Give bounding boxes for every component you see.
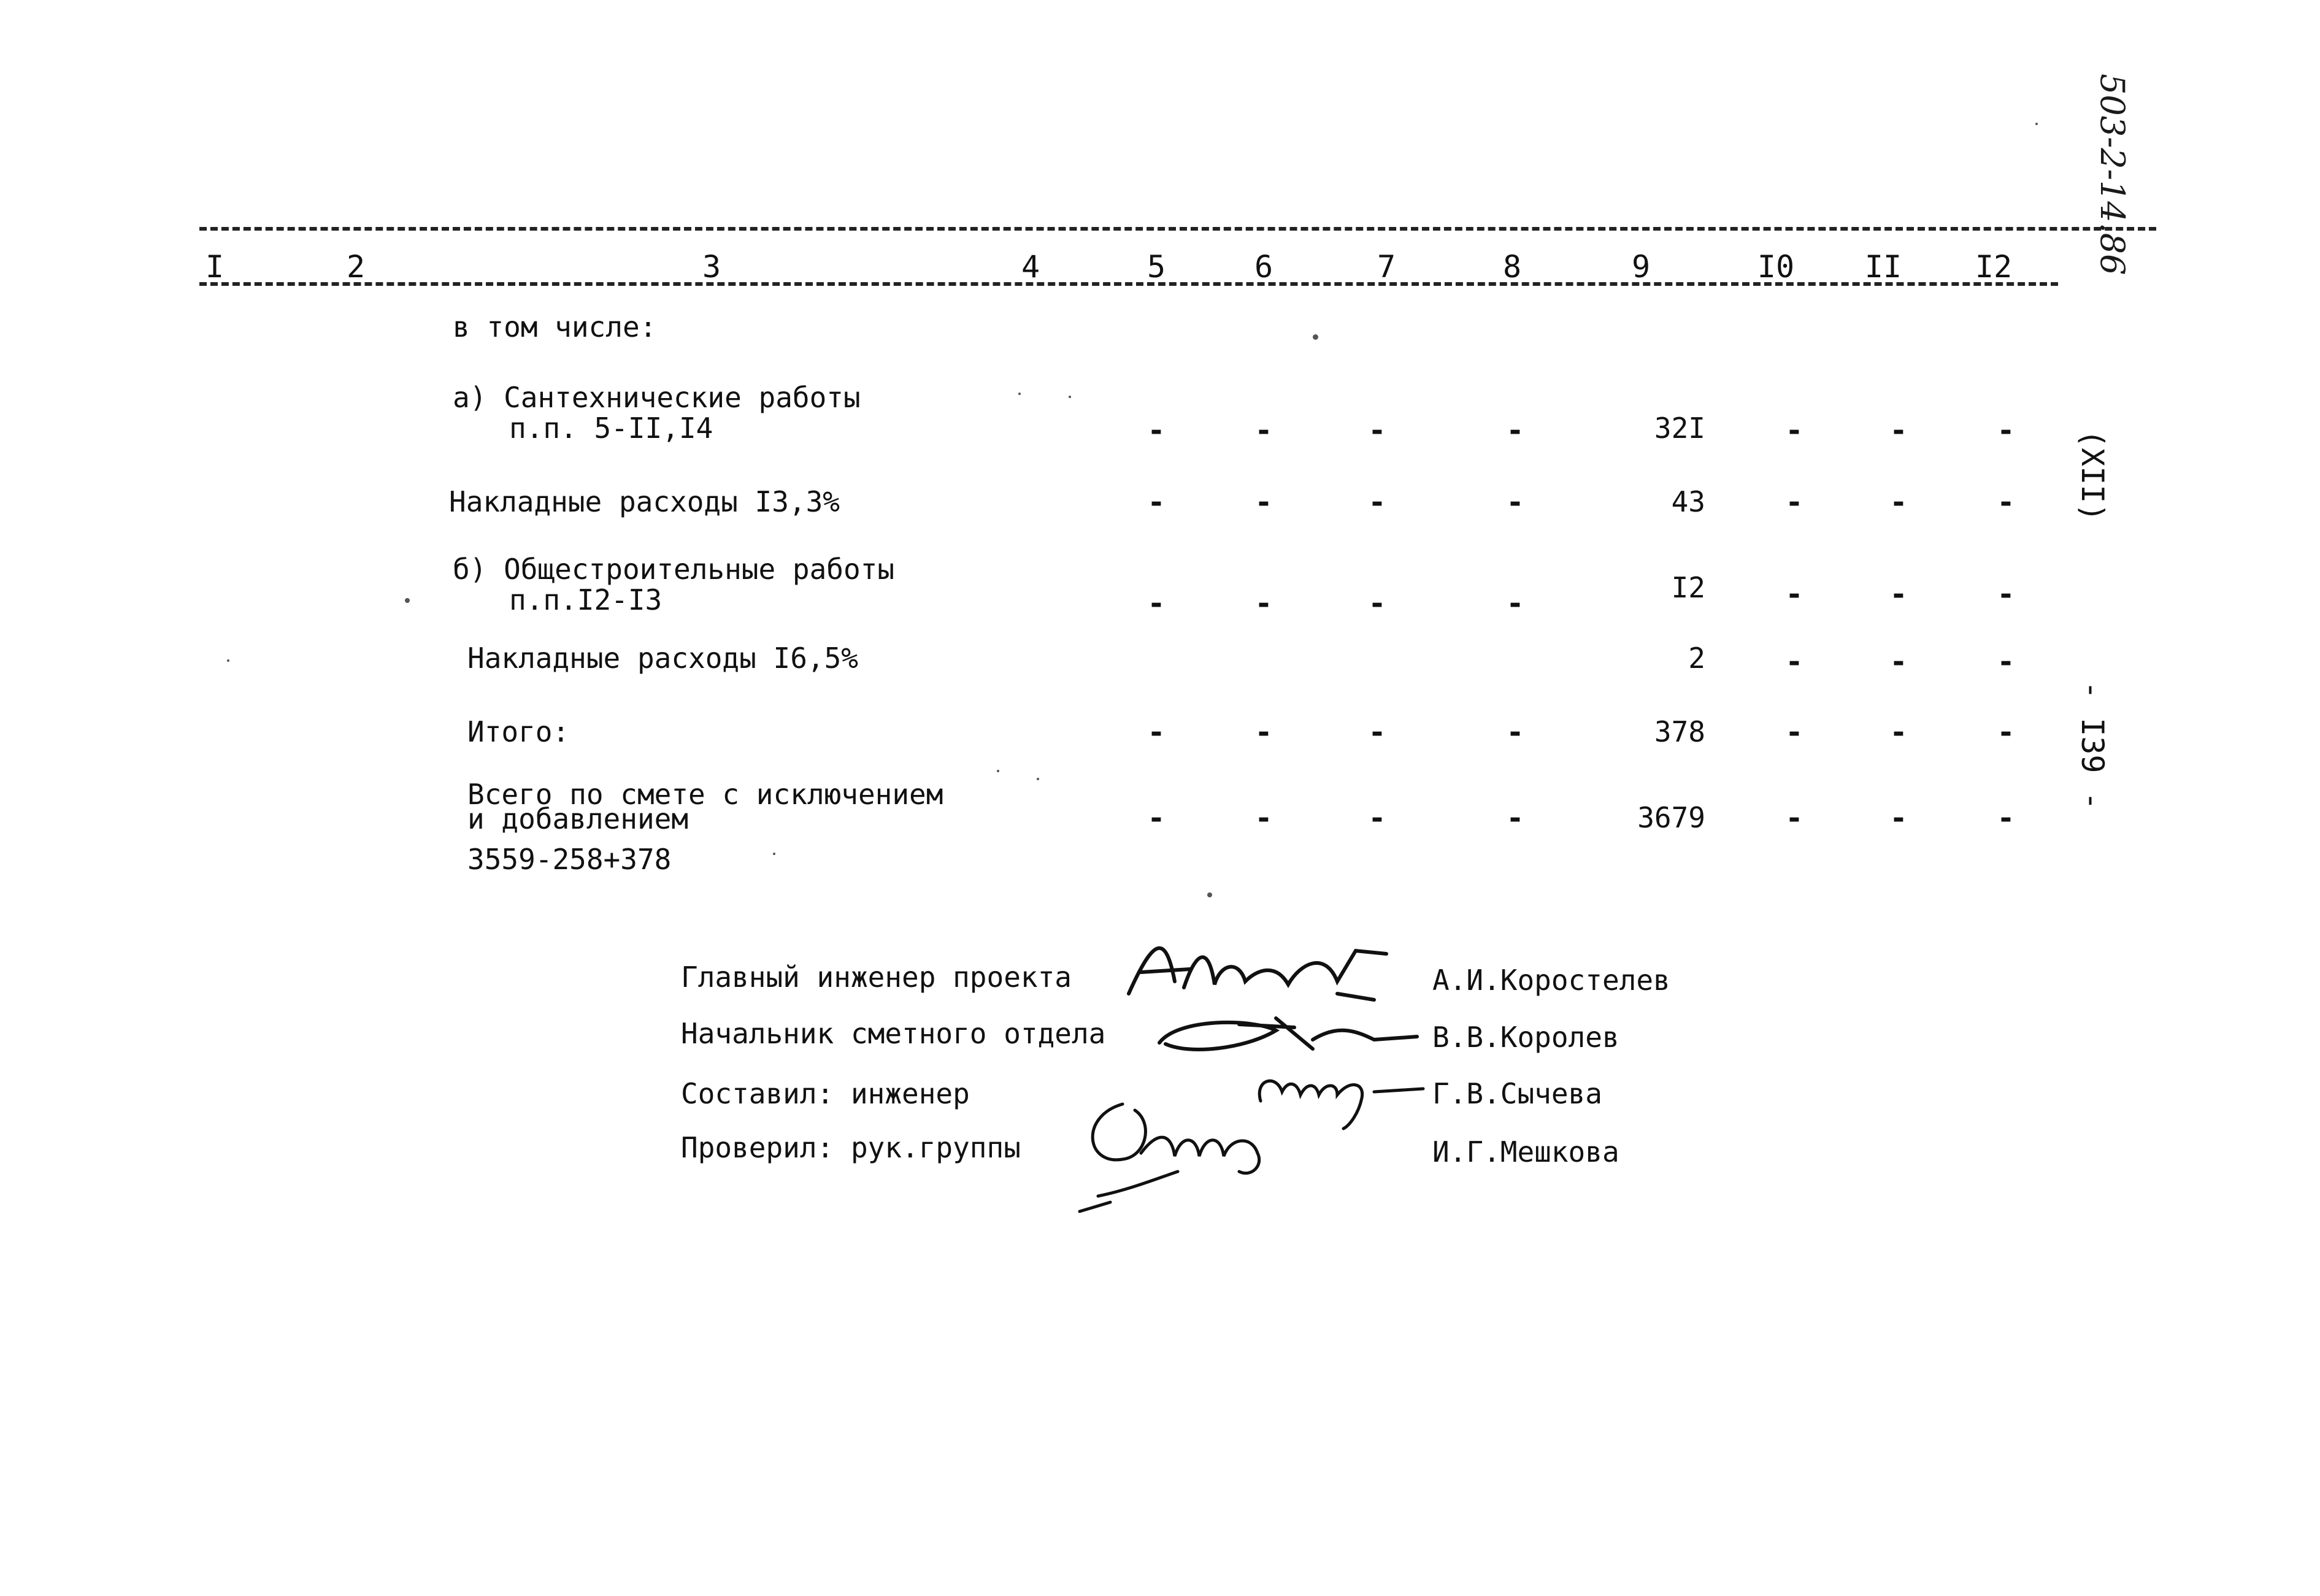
scan-speck — [1207, 892, 1212, 897]
cell: - — [1889, 645, 1908, 679]
section-number: (XII) — [2075, 429, 2110, 522]
cell: - — [1506, 413, 1524, 448]
cell: - — [1785, 801, 1803, 835]
cell-col-9: 3679 — [1637, 801, 1705, 834]
cell: - — [1997, 715, 2015, 750]
cell: - — [1889, 715, 1908, 750]
cell: - — [1889, 577, 1908, 612]
column-number: 2 — [346, 249, 366, 285]
sheet-code: 503-2-14.86 — [2093, 74, 2132, 275]
signature-name: Г.В.Сычева — [1432, 1077, 1602, 1110]
scan-speck — [405, 598, 410, 603]
cell: - — [1889, 801, 1908, 835]
signature-name: И.Г.Мешкова — [1432, 1135, 1619, 1168]
row-label: Накладные расходы I6,5% — [467, 642, 858, 675]
scan-speck — [1313, 334, 1318, 340]
cell: - — [1254, 413, 1273, 448]
signature-role: Проверил: рук.группы — [681, 1131, 1021, 1164]
cell: - — [1254, 715, 1273, 750]
scan-speck — [227, 659, 229, 662]
cell: - — [1368, 801, 1386, 835]
cell-col-9: 43 — [1671, 485, 1705, 518]
cell: - — [1368, 715, 1386, 750]
cell-col-9: 378 — [1654, 715, 1705, 748]
cell-col-9: 32I — [1654, 412, 1705, 445]
column-number: 8 — [1502, 249, 1522, 285]
signature-name: А.И.Коростелев — [1432, 964, 1670, 997]
cell: - — [1147, 586, 1166, 621]
cell: - — [1997, 801, 2015, 835]
row-label-cont: п.п. 5-II,I4 — [509, 412, 713, 445]
scan-speck — [2035, 123, 2038, 125]
handwritten-signature — [1116, 926, 1399, 1012]
cell: - — [1368, 586, 1386, 621]
column-number: I2 — [1975, 249, 2013, 285]
cell: - — [1147, 801, 1166, 835]
cell: - — [1785, 485, 1803, 520]
cell: - — [1147, 413, 1166, 448]
column-number: 7 — [1377, 249, 1396, 285]
cell: - — [1506, 586, 1524, 621]
cell: - — [1785, 577, 1803, 612]
cell-col-9: 2 — [1688, 642, 1705, 675]
cell: - — [1368, 485, 1386, 520]
cell: - — [1889, 485, 1908, 520]
handwritten-signature — [1055, 1098, 1300, 1214]
row-label-cont: и добавлением — [467, 802, 689, 835]
column-number: 9 — [1631, 249, 1651, 285]
header-top-rule — [199, 227, 2156, 231]
row-label: а) Сантехнические работы — [453, 381, 861, 414]
signature-role: Главный инженер проекта — [681, 961, 1072, 994]
cell: - — [1254, 586, 1273, 621]
cell: - — [1785, 715, 1803, 750]
signature-name: В.В.Королев — [1432, 1021, 1619, 1054]
column-number: 6 — [1254, 249, 1273, 285]
including-label: в том числе: — [453, 310, 657, 343]
cell: - — [1785, 413, 1803, 448]
cell: - — [1506, 485, 1524, 520]
scan-speck — [997, 770, 999, 772]
cell: - — [1997, 485, 2015, 520]
row-label-cont: п.п.I2-I3 — [509, 583, 663, 616]
cell: - — [1997, 413, 2015, 448]
row-label: Всего по смете с исключением — [467, 778, 943, 811]
column-number: 4 — [1021, 249, 1040, 285]
cell: - — [1997, 577, 2015, 612]
column-number: I0 — [1757, 249, 1795, 285]
cell: - — [1147, 715, 1166, 750]
scan-speck — [1018, 393, 1021, 395]
row-label: Итого: — [467, 715, 570, 748]
cell: - — [1506, 801, 1524, 835]
cell: - — [1254, 485, 1273, 520]
cell: - — [1368, 413, 1386, 448]
row-label: Накладные расходы I3,3% — [449, 485, 840, 518]
cell: - — [1506, 715, 1524, 750]
scan-speck — [773, 853, 775, 855]
signature-role: Составил: инженер — [681, 1077, 970, 1110]
cell-col-9: I2 — [1671, 571, 1705, 604]
row-label-cont: 3559-258+378 — [467, 843, 672, 876]
cell: - — [1997, 645, 2015, 679]
scan-speck — [1069, 396, 1071, 398]
column-number: I — [205, 249, 225, 285]
scan-speck — [1037, 778, 1039, 780]
handwritten-signature — [1153, 1006, 1423, 1061]
page-number: - I39 - — [2075, 681, 2110, 810]
cell: - — [1254, 801, 1273, 835]
cell: - — [1785, 645, 1803, 679]
cell: - — [1147, 485, 1166, 520]
column-number: 3 — [702, 249, 721, 285]
column-number: 5 — [1147, 249, 1166, 285]
cell: - — [1889, 413, 1908, 448]
column-number: II — [1864, 249, 1902, 285]
row-label: б) Общестроительные работы — [453, 553, 895, 586]
signature-role: Начальник сметного отдела — [681, 1017, 1106, 1050]
